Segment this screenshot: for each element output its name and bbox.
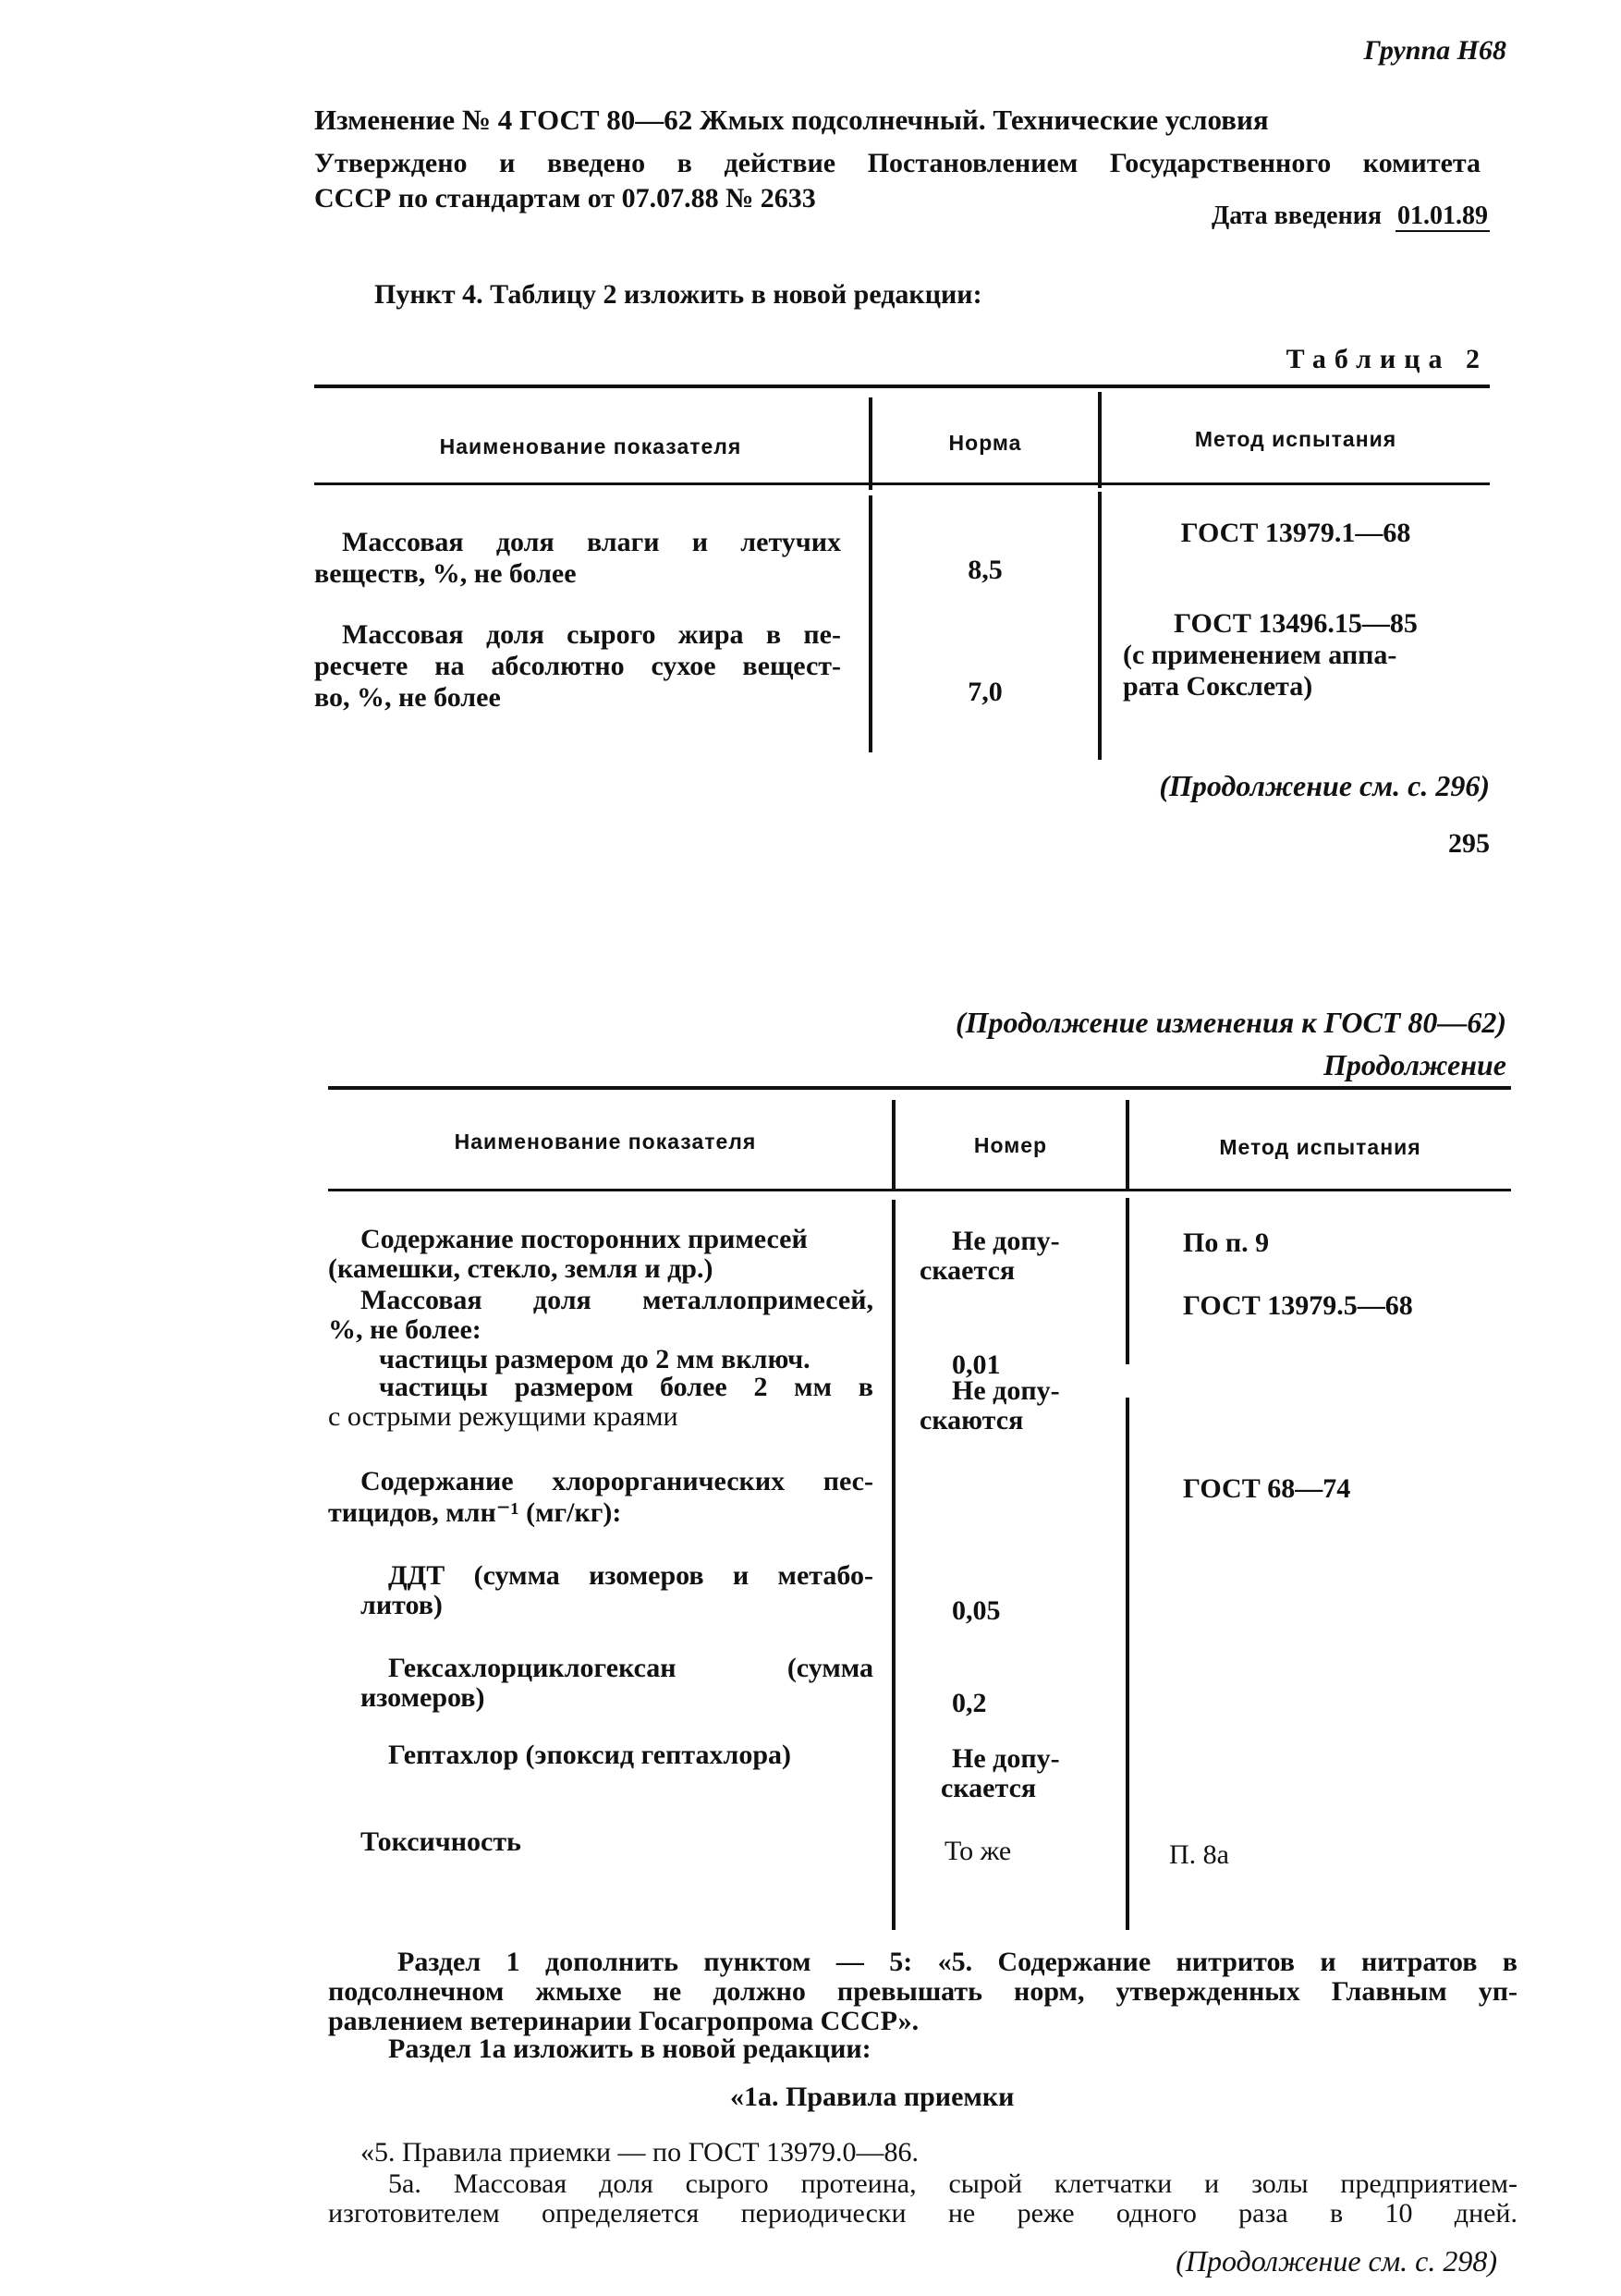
col-header-norm: Номер: [973, 1133, 1048, 1157]
row-name-line: Содержание посторонних примесей: [360, 1224, 808, 1254]
row-name-line: частицы размером более 2 мм в: [379, 1372, 873, 1402]
row-norm: 8,5: [968, 555, 1003, 585]
table-col-divider-1-body: [892, 1200, 896, 1930]
table-col-divider-2-body: [1126, 1398, 1129, 1930]
table-col-divider-2-body: [1126, 1198, 1129, 1364]
paragraph-line: равлением ветеринарии Госагропрома СССР».: [328, 2006, 920, 2036]
section-title: «1а. Правила приемки: [730, 2082, 1015, 2112]
row-method: ГОСТ 68—74: [1183, 1473, 1351, 1504]
paragraph-line: Раздел 1 дополнить пунктом — 5: «5. Содержание нитритов и нитратов в: [397, 1947, 1517, 1977]
col-header-method: Метод испытания: [1194, 427, 1397, 451]
row-norm: 0,05: [952, 1595, 1001, 1626]
row-name-line: веществ, %, не более: [314, 558, 577, 589]
row-norm: Не допу-: [952, 1743, 1060, 1774]
approved-line-2: СССР по стандартам от 07.07.88 № 2633: [314, 183, 816, 214]
row-method-note: рата Сокслета): [1123, 671, 1313, 702]
row-norm: То же: [945, 1836, 1012, 1866]
page-number: 295: [1448, 828, 1490, 859]
continuation-label: Продолжение: [1323, 1048, 1506, 1081]
row-name-line: Гептахлор (эпоксид гептахлора): [388, 1740, 792, 1770]
row-name-line: Содержание хлорорганических пес-: [360, 1466, 873, 1496]
table-header-rule: [314, 482, 1490, 485]
row-name-line: Токсичность: [360, 1826, 521, 1857]
row-method: ГОСТ 13979.5—68: [1183, 1290, 1413, 1321]
row-norm: Не допу-: [952, 1226, 1060, 1256]
table-col-divider-1-body: [869, 495, 872, 752]
table-top-rule: [328, 1086, 1511, 1090]
continuation-head: (Продолжение изменения к ГОСТ 80—62): [955, 1006, 1506, 1039]
group-label: Группа Н68: [1363, 35, 1506, 66]
row-name-line: с острыми режущими краями: [328, 1401, 678, 1432]
row-norm: скается: [920, 1255, 1016, 1286]
col-header-name: Наименование показателя: [439, 434, 742, 458]
row-name-line: Массовая доля металлопримесей,: [360, 1285, 873, 1315]
col-header-norm: Норма: [948, 431, 1022, 455]
row-method: По п. 9: [1183, 1227, 1270, 1258]
row-norm: Не допу-: [952, 1375, 1060, 1406]
effective-date-row: [1063, 202, 1490, 231]
row-method-note: (с применением аппа-: [1123, 640, 1397, 670]
row-name-line: литов): [360, 1590, 443, 1620]
paragraph-line: 5а. Массовая доля сырого протеина, сырой клетчатки и золы предприятием-: [388, 2168, 1517, 2199]
paragraph-line: подсолнечном жмыхе не должно превышать норм, утвержденных Главным уп-: [328, 1976, 1517, 2007]
row-norm: скаются: [920, 1405, 1024, 1435]
col-header-name: Наименование показателя: [454, 1130, 757, 1154]
row-name-line: Массовая доля влаги и летучих: [342, 527, 841, 557]
effective-label: Дата введения: [1212, 202, 1382, 230]
paragraph-line: изготовителем определяется периодически не реже одного раза в 10 дней.: [328, 2198, 1517, 2229]
row-name-line: изомеров): [360, 1682, 485, 1713]
table-caption: Таблица 2: [1286, 344, 1488, 374]
continuation-note: (Продолжение см. с. 296): [1159, 769, 1490, 802]
continuation-foot: (Продолжение см. с. 298): [1176, 2244, 1497, 2278]
instruction-text: Пункт 4. Таблицу 2 изложить в новой редакции:: [374, 279, 982, 310]
paragraph-line: «5. Правила приемки — по ГОСТ 13979.0—86.: [360, 2137, 920, 2168]
paragraph-line: Раздел 1а изложить в новой редакции:: [388, 2033, 871, 2064]
row-name-line: Гексахлорциклогексан (сумма: [388, 1653, 873, 1683]
row-name-line: тицидов, млн⁻¹ (мг/кг):: [328, 1497, 622, 1528]
row-norm: 7,0: [968, 677, 1003, 707]
effective-date: 01.01.89: [1397, 202, 1488, 230]
row-name-line: ресчете на абсолютно сухое вещест-: [314, 651, 841, 681]
row-name-line: Массовая доля сырого жира в пе-: [342, 619, 841, 650]
row-norm: 0,2: [952, 1688, 987, 1718]
row-name-line: %, не более:: [328, 1314, 481, 1345]
row-name-line: частицы размером до 2 мм включ.: [379, 1344, 810, 1374]
row-norm: 0,01: [952, 1350, 1001, 1380]
table-header-rule: [328, 1189, 1511, 1191]
row-method: ГОСТ 13979.1—68: [1180, 518, 1411, 548]
row-norm: скается: [941, 1773, 1037, 1803]
row-method: П. 8а: [1169, 1839, 1229, 1870]
amendment-title: Изменение № 4 ГОСТ 80—62 Жмых подсолнечный. Технические условия: [314, 104, 1269, 136]
table-top-rule: [314, 385, 1490, 388]
row-method: ГОСТ 13496.15—85: [1174, 608, 1418, 639]
approved-line-1: Утверждено и введено в действие Постановлением Государственного комитета: [314, 148, 1481, 178]
row-name-line: во, %, не более: [314, 682, 501, 713]
row-name-line: (камешки, стекло, земля и др.): [328, 1253, 713, 1284]
row-name-line: ДДТ (сумма изомеров и метабо-: [388, 1560, 873, 1591]
col-header-method: Метод испытания: [1219, 1135, 1421, 1159]
